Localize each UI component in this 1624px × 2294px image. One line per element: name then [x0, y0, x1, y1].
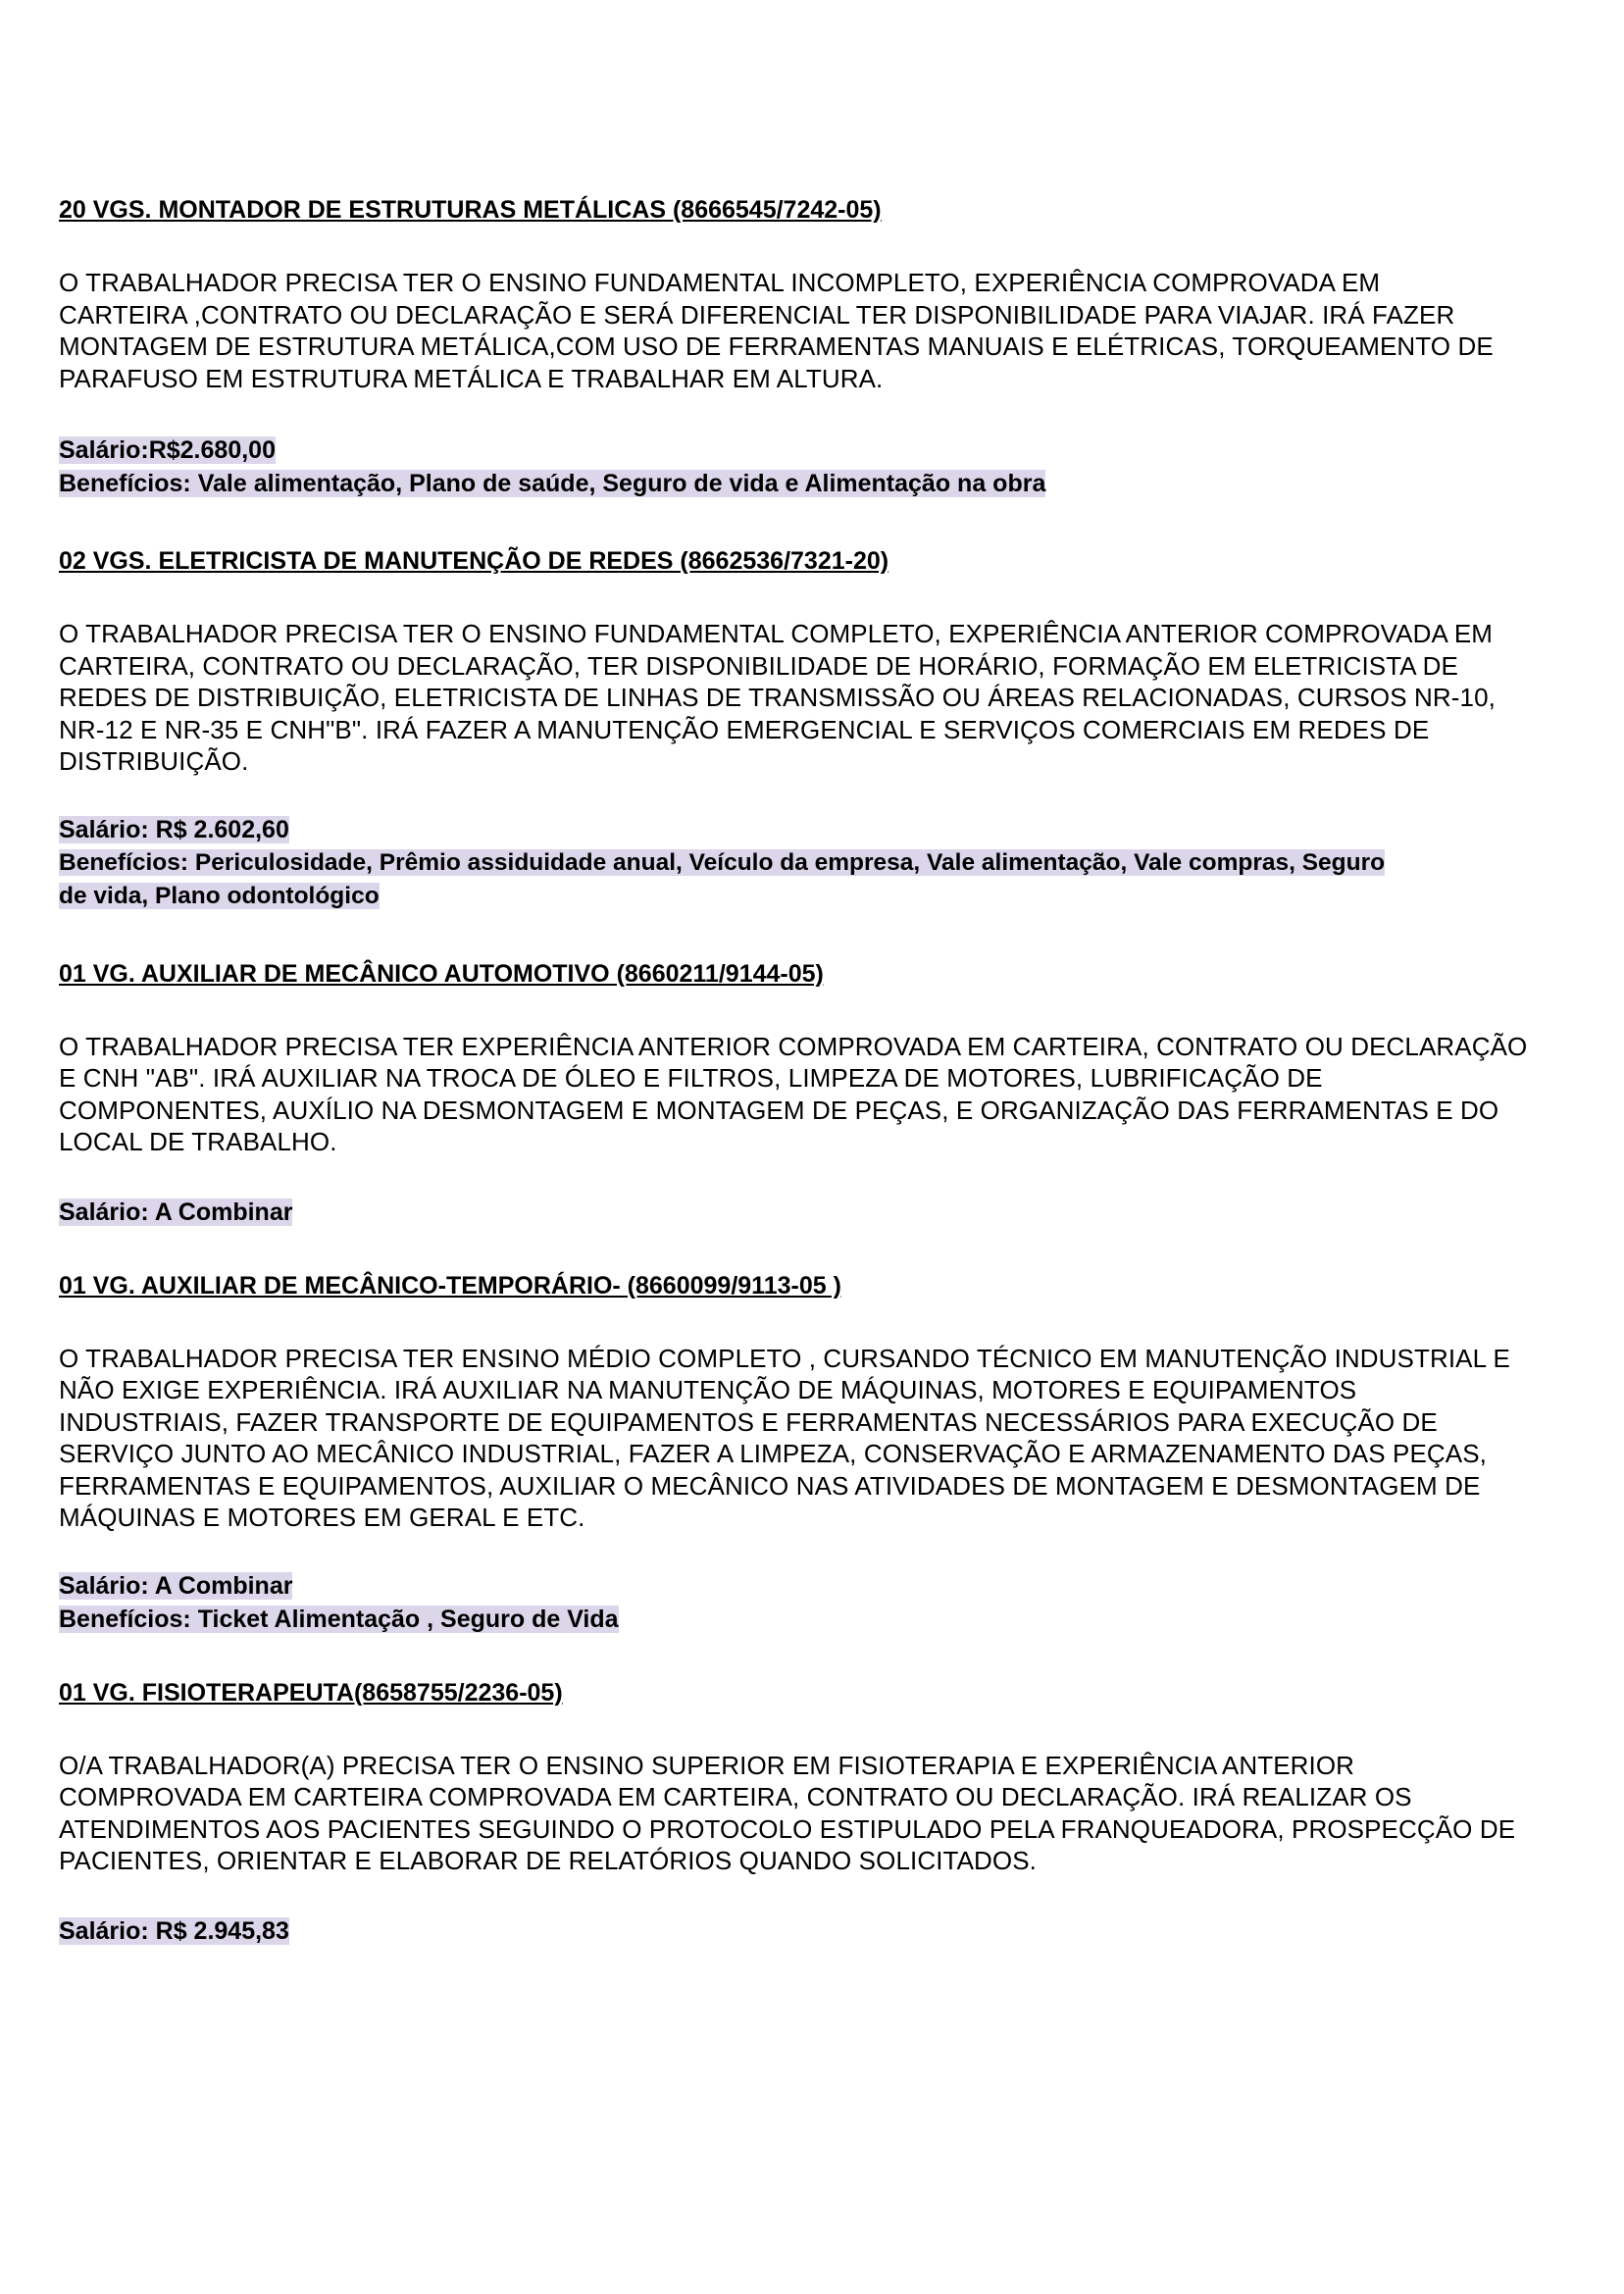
document-page — [59, 194, 1540, 1948]
job-title: 02 VGS. ELETRICISTA DE MANUTENÇÃO DE REDES (8662536/7321-20) — [59, 547, 889, 575]
job-title: 01 VG. AUXILIAR DE MECÂNICO AUTOMOTIVO (8660211/9144-05) — [59, 959, 824, 988]
job-listing — [59, 1270, 1540, 1636]
job-title: 20 VGS. MONTADOR DE ESTRUTURAS METÁLICAS (8666545/7242-05) — [59, 196, 882, 224]
job-listing — [59, 194, 1540, 500]
job-description: O TRABALHADOR PRECISA TER ENSINO MÉDIO COMPLETO , CURSANDO TÉCNICO EM MANUTENÇÃO INDUSTRIAL E NÃO EXIGE EXPERIÊNCIA. IRÁ AUXILIAR NA MANUTENÇÃO DE MÁQUINAS, MOTORES E EQUIPAMENTOS INDUSTRIAIS, FAZER TRANSPORTE DE EQUIPAMENTOS E FERRAMENTAS NECESSÁRIOS PARA EXECUÇÃO DE SERVIÇO JUNTO AO MECÂNICO INDUSTRIAL, FAZER A LIMPEZA, CONSERVAÇÃO E ARMAZENAMENTO DAS PEÇAS, FERRAMENTAS E EQUIPAMENTOS, AUXILIAR O MECÂNICO NAS ATIVIDADES DE MONTAGEM E DESMONTAGEM DE MÁQUINAS E MOTORES EM GERAL E ETC. — [59, 1343, 1510, 1532]
job-title: 01 VG. FISIOTERAPEUTA(8658755/2236-05) — [59, 1678, 563, 1707]
job-salary: Salário: R$ 2.945,83 — [59, 1916, 289, 1945]
job-salary: Salário: A Combinar — [59, 1571, 293, 1600]
job-listing — [59, 545, 1540, 913]
job-description: O/A TRABALHADOR(A) PRECISA TER O ENSINO SUPERIOR EM FISIOTERAPIA E EXPERIÊNCIA ANTERIOR COMPROVADA EM CARTEIRA COMPROVADA EM CARTEIRA, CONTRATO OU DECLARAÇÃO. IRÁ REALIZAR OS ATENDIMENTOS AOS PACIENTES SEGUINDO O PROTOCOLO ESTIPULADO PELA FRANQUEADORA, PROSPECÇÃO DE PACIENTES, ORIENTAR E ELABORAR DE RELATÓRIOS QUANDO SOLICITADOS. — [59, 1750, 1516, 1875]
job-description: O TRABALHADOR PRECISA TER O ENSINO FUNDAMENTAL COMPLETO, EXPERIÊNCIA ANTERIOR COMPROVADA EM CARTEIRA, CONTRATO OU DECLARAÇÃO, TER DISPONIBILIDADE DE HORÁRIO, FORMAÇÃO EM ELETRICISTA DE REDES DE DISTRIBUIÇÃO, ELETRICISTA DE LINHAS DE TRANSMISSÃO OU ÁREAS RELACIONADAS, CURSOS NR-10, NR-12 E NR-35 E CNH"B". IRÁ FAZER A MANUTENÇÃO EMERGENCIAL E SERVIÇOS COMERCIAIS EM REDES DE DISTRIBUIÇÃO. — [59, 619, 1496, 776]
job-benefits: Benefícios: Ticket Alimentação , Seguro de Vida — [59, 1605, 619, 1633]
job-listing — [59, 958, 1540, 1229]
job-title: 01 VG. AUXILIAR DE MECÂNICO-TEMPORÁRIO- (8660099/9113-05 ) — [59, 1271, 841, 1300]
job-salary: Salário: A Combinar — [59, 1198, 293, 1226]
job-salary: Salário: R$ 2.602,60 — [59, 815, 289, 843]
job-description: O TRABALHADOR PRECISA TER O ENSINO FUNDAMENTAL INCOMPLETO, EXPERIÊNCIA COMPROVADA EM CARTEIRA ,CONTRATO OU DECLARAÇÃO E SERÁ DIFERENCIAL TER DISPONIBILIDADE PARA VIAJAR. IRÁ FAZER MONTAGEM DE ESTRUTURA METÁLICA,COM USO DE FERRAMENTAS MANUAIS E ELÉTRICAS, TORQUEAMENTO DE PARAFUSO EM ESTRUTURA METÁLICA E TRABALHAR EM ALTURA. — [59, 268, 1494, 393]
job-description: O TRABALHADOR PRECISA TER EXPERIÊNCIA ANTERIOR COMPROVADA EM CARTEIRA, CONTRATO OU DECLARAÇÃO E CNH "AB". IRÁ AUXILIAR NA TROCA DE ÓLEO E FILTROS, LIMPEZA DE MOTORES, LUBRIFICAÇÃO DE COMPONENTES, AUXÍLIO NA DESMONTAGEM E MONTAGEM DE PEÇAS, E ORGANIZAÇÃO DAS FERRAMENTAS E DO LOCAL DE TRABALHO. — [59, 1031, 1528, 1156]
job-benefits: Benefícios: Vale alimentação, Plano de saúde, Seguro de vida e Alimentação na obra — [59, 470, 1046, 497]
job-salary: Salário:R$2.680,00 — [59, 436, 276, 464]
job-benefits: Benefícios: Periculosidade, Prêmio assiduidade anual, Veículo da empresa, Vale alimentação, Vale compras, Seguro de vida, Plano odontológico — [59, 848, 1386, 909]
job-listing — [59, 1677, 1540, 1948]
